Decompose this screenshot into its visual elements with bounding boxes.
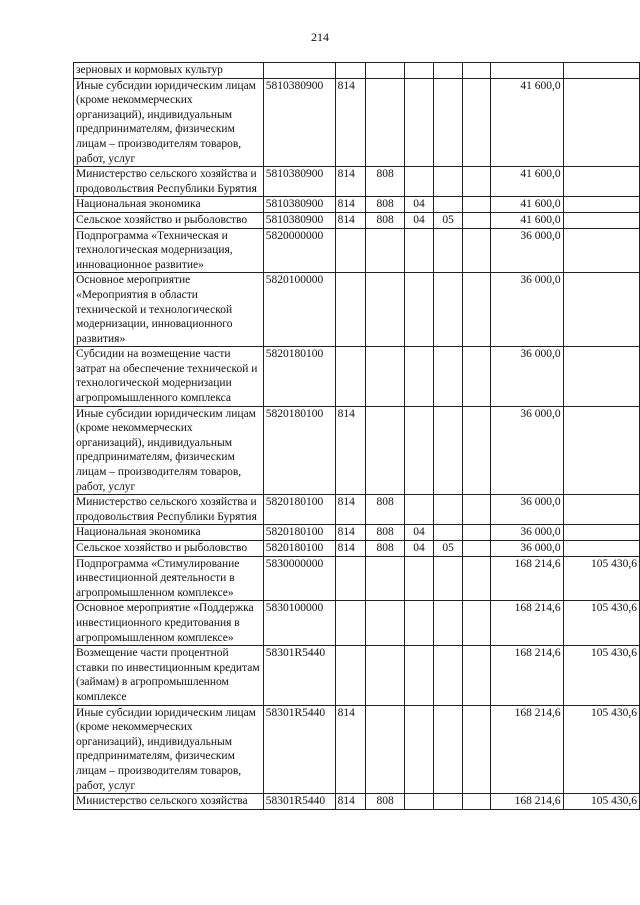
expense-type-cell [463, 601, 491, 646]
department-cell: 808 [366, 495, 405, 525]
expense-type-cell [463, 495, 491, 525]
grbs-cell: 814 [335, 406, 366, 495]
grbs-cell [335, 646, 366, 705]
expense-type-cell [463, 525, 491, 541]
page-number: 214 [311, 30, 329, 44]
section-cell: 04 [404, 525, 433, 541]
subsection-cell [434, 78, 463, 167]
department-cell [366, 646, 405, 705]
expense-type-cell [463, 705, 491, 794]
subsection-cell: 05 [434, 212, 463, 228]
section-cell [404, 228, 433, 273]
subsection-cell [434, 167, 463, 197]
table-row [74, 556, 640, 601]
subsection-cell [434, 228, 463, 273]
target-article-cell: 58301R5440 [263, 705, 335, 794]
amount-1-cell: 168 214,6 [490, 646, 563, 705]
department-cell [366, 601, 405, 646]
target-article-cell: 5810380900 [263, 78, 335, 167]
target-article-cell: 5820180100 [263, 347, 335, 406]
row-name-cell: Возмещение части процентной ставки по инвестиционным кредитам (займам) в агропромышленном комплексе [74, 646, 264, 705]
subsection-cell [434, 646, 463, 705]
amount-2-cell: 105 430,6 [563, 705, 639, 794]
expense-type-cell [463, 347, 491, 406]
grbs-cell [335, 347, 366, 406]
grbs-cell: 814 [335, 705, 366, 794]
target-article-cell: 5820180100 [263, 495, 335, 525]
amount-2-cell [563, 495, 639, 525]
grbs-cell: 814 [335, 197, 366, 213]
amount-1-cell: 41 600,0 [490, 212, 563, 228]
budget-table [73, 62, 640, 810]
row-name-cell: Подпрограмма «Стимулирование инвестиционной деятельности в агропромышленном комплексе» [74, 556, 264, 601]
grbs-cell: 814 [335, 794, 366, 810]
row-name-cell: Основное мероприятие «Мероприятия в области технической и технологической модернизации, инновационного развития» [74, 273, 264, 347]
table-row [74, 705, 640, 794]
table-row [74, 525, 640, 541]
expense-type-cell [463, 228, 491, 273]
amount-1-cell: 36 000,0 [490, 273, 563, 347]
table-row [74, 228, 640, 273]
grbs-cell [335, 228, 366, 273]
table-row [74, 167, 640, 197]
table-row [74, 601, 640, 646]
expense-type-cell [463, 273, 491, 347]
grbs-cell: 814 [335, 495, 366, 525]
row-name-cell: Национальная экономика [74, 525, 264, 541]
grbs-cell: 814 [335, 541, 366, 557]
budget-table-body [74, 63, 640, 810]
amount-2-cell [563, 212, 639, 228]
table-row [74, 273, 640, 347]
row-name-cell: Подпрограмма «Техническая и технологическая модернизация, инновационное развитие» [74, 228, 264, 273]
subsection-cell [434, 347, 463, 406]
expense-type-cell [463, 794, 491, 810]
amount-1-cell: 168 214,6 [490, 556, 563, 601]
row-name-cell: Субсидии на возмещение части затрат на обеспечение технической и технологической модернизации агропромышленного комплекса [74, 347, 264, 406]
target-article-cell: 58301R5440 [263, 646, 335, 705]
table-row [74, 78, 640, 167]
amount-1-cell: 168 214,6 [490, 794, 563, 810]
department-cell: 808 [366, 794, 405, 810]
table-row [74, 794, 640, 810]
grbs-cell: 814 [335, 212, 366, 228]
subsection-cell [434, 495, 463, 525]
amount-2-cell [563, 525, 639, 541]
amount-2-cell [563, 406, 639, 495]
section-cell [404, 78, 433, 167]
expense-type-cell [463, 556, 491, 601]
section-cell: 04 [404, 541, 433, 557]
amount-1-cell: 168 214,6 [490, 601, 563, 646]
target-article-cell: 5810380900 [263, 212, 335, 228]
grbs-cell [335, 601, 366, 646]
amount-1-cell: 41 600,0 [490, 197, 563, 213]
subsection-cell [434, 406, 463, 495]
section-cell [404, 646, 433, 705]
amount-2-cell: 105 430,6 [563, 794, 639, 810]
amount-2-cell [563, 347, 639, 406]
section-cell [404, 601, 433, 646]
department-cell [366, 347, 405, 406]
subsection-cell [434, 705, 463, 794]
row-name-cell: Иные субсидии юридическим лицам (кроме некоммерческих организаций), индивидуальным предпринимателям, физическим лицам – производителям товаров, работ, услуг [74, 78, 264, 167]
subsection-cell: 05 [434, 541, 463, 557]
amount-1-cell: 36 000,0 [490, 541, 563, 557]
target-article-cell: 5820180100 [263, 525, 335, 541]
expense-type-cell [463, 212, 491, 228]
amount-2-cell [563, 78, 639, 167]
department-cell: 808 [366, 525, 405, 541]
row-name-cell: Сельское хозяйство и рыболовство [74, 541, 264, 557]
amount-2-cell [563, 273, 639, 347]
row-name-cell: зерновых и кормовых культур [74, 63, 264, 79]
expense-type-cell [463, 406, 491, 495]
table-row [74, 197, 640, 213]
target-article-cell: 58301R5440 [263, 794, 335, 810]
row-name-cell: Национальная экономика [74, 197, 264, 213]
table-row [74, 63, 640, 79]
target-article-cell [263, 63, 335, 79]
expense-type-cell [463, 197, 491, 213]
row-name-cell: Министерство сельского хозяйства и продовольствия Республики Бурятия [74, 495, 264, 525]
department-cell: 808 [366, 167, 405, 197]
table-row [74, 347, 640, 406]
amount-1-cell: 36 000,0 [490, 228, 563, 273]
table-row [74, 495, 640, 525]
row-name-cell: Основное мероприятие «Поддержка инвестиционного кредитования в агропромышленном комплексе» [74, 601, 264, 646]
grbs-cell [335, 273, 366, 347]
amount-1-cell: 41 600,0 [490, 78, 563, 167]
target-article-cell: 5830000000 [263, 556, 335, 601]
amount-2-cell [563, 541, 639, 557]
amount-1-cell: 41 600,0 [490, 167, 563, 197]
section-cell [404, 167, 433, 197]
table-row [74, 212, 640, 228]
table-row [74, 406, 640, 495]
table-row [74, 541, 640, 557]
amount-1-cell: 36 000,0 [490, 525, 563, 541]
target-article-cell: 5830100000 [263, 601, 335, 646]
department-cell [366, 705, 405, 794]
department-cell [366, 228, 405, 273]
section-cell [404, 347, 433, 406]
grbs-cell [335, 556, 366, 601]
section-cell [404, 273, 433, 347]
section-cell [404, 705, 433, 794]
expense-type-cell [463, 63, 491, 79]
row-name-cell: Иные субсидии юридическим лицам (кроме некоммерческих организаций), индивидуальным предпринимателям, физическим лицам – производителям товаров, работ, услуг [74, 406, 264, 495]
expense-type-cell [463, 78, 491, 167]
amount-2-cell: 105 430,6 [563, 646, 639, 705]
target-article-cell: 5810380900 [263, 197, 335, 213]
grbs-cell: 814 [335, 78, 366, 167]
section-cell: 04 [404, 197, 433, 213]
amount-1-cell: 36 000,0 [490, 347, 563, 406]
row-name-cell: Министерство сельского хозяйства [74, 794, 264, 810]
row-name-cell: Иные субсидии юридическим лицам (кроме некоммерческих организаций), индивидуальным предпринимателям, физическим лицам – производителям товаров, работ, услуг [74, 705, 264, 794]
department-cell [366, 556, 405, 601]
department-cell [366, 78, 405, 167]
table-row [74, 646, 640, 705]
row-name-cell: Сельское хозяйство и рыболовство [74, 212, 264, 228]
section-cell [404, 406, 433, 495]
section-cell [404, 556, 433, 601]
target-article-cell: 5820180100 [263, 541, 335, 557]
subsection-cell [434, 601, 463, 646]
department-cell: 808 [366, 541, 405, 557]
amount-2-cell: 105 430,6 [563, 601, 639, 646]
section-cell [404, 63, 433, 79]
amount-2-cell [563, 167, 639, 197]
expense-type-cell [463, 646, 491, 705]
subsection-cell [434, 63, 463, 79]
department-cell [366, 273, 405, 347]
amount-1-cell [490, 63, 563, 79]
grbs-cell [335, 63, 366, 79]
expense-type-cell [463, 167, 491, 197]
department-cell: 808 [366, 197, 405, 213]
subsection-cell [434, 794, 463, 810]
row-name-cell: Министерство сельского хозяйства и продовольствия Республики Бурятия [74, 167, 264, 197]
target-article-cell: 5820100000 [263, 273, 335, 347]
amount-2-cell [563, 228, 639, 273]
expense-type-cell [463, 541, 491, 557]
target-article-cell: 5810380900 [263, 167, 335, 197]
subsection-cell [434, 525, 463, 541]
amount-1-cell: 36 000,0 [490, 495, 563, 525]
amount-2-cell [563, 197, 639, 213]
amount-2-cell [563, 63, 639, 79]
department-cell [366, 63, 405, 79]
grbs-cell: 814 [335, 525, 366, 541]
section-cell: 04 [404, 212, 433, 228]
department-cell: 808 [366, 212, 405, 228]
amount-2-cell: 105 430,6 [563, 556, 639, 601]
subsection-cell [434, 273, 463, 347]
amount-1-cell: 168 214,6 [490, 705, 563, 794]
grbs-cell: 814 [335, 167, 366, 197]
section-cell [404, 495, 433, 525]
target-article-cell: 5820000000 [263, 228, 335, 273]
subsection-cell [434, 556, 463, 601]
target-article-cell: 5820180100 [263, 406, 335, 495]
section-cell [404, 794, 433, 810]
subsection-cell [434, 197, 463, 213]
amount-1-cell: 36 000,0 [490, 406, 563, 495]
department-cell [366, 406, 405, 495]
